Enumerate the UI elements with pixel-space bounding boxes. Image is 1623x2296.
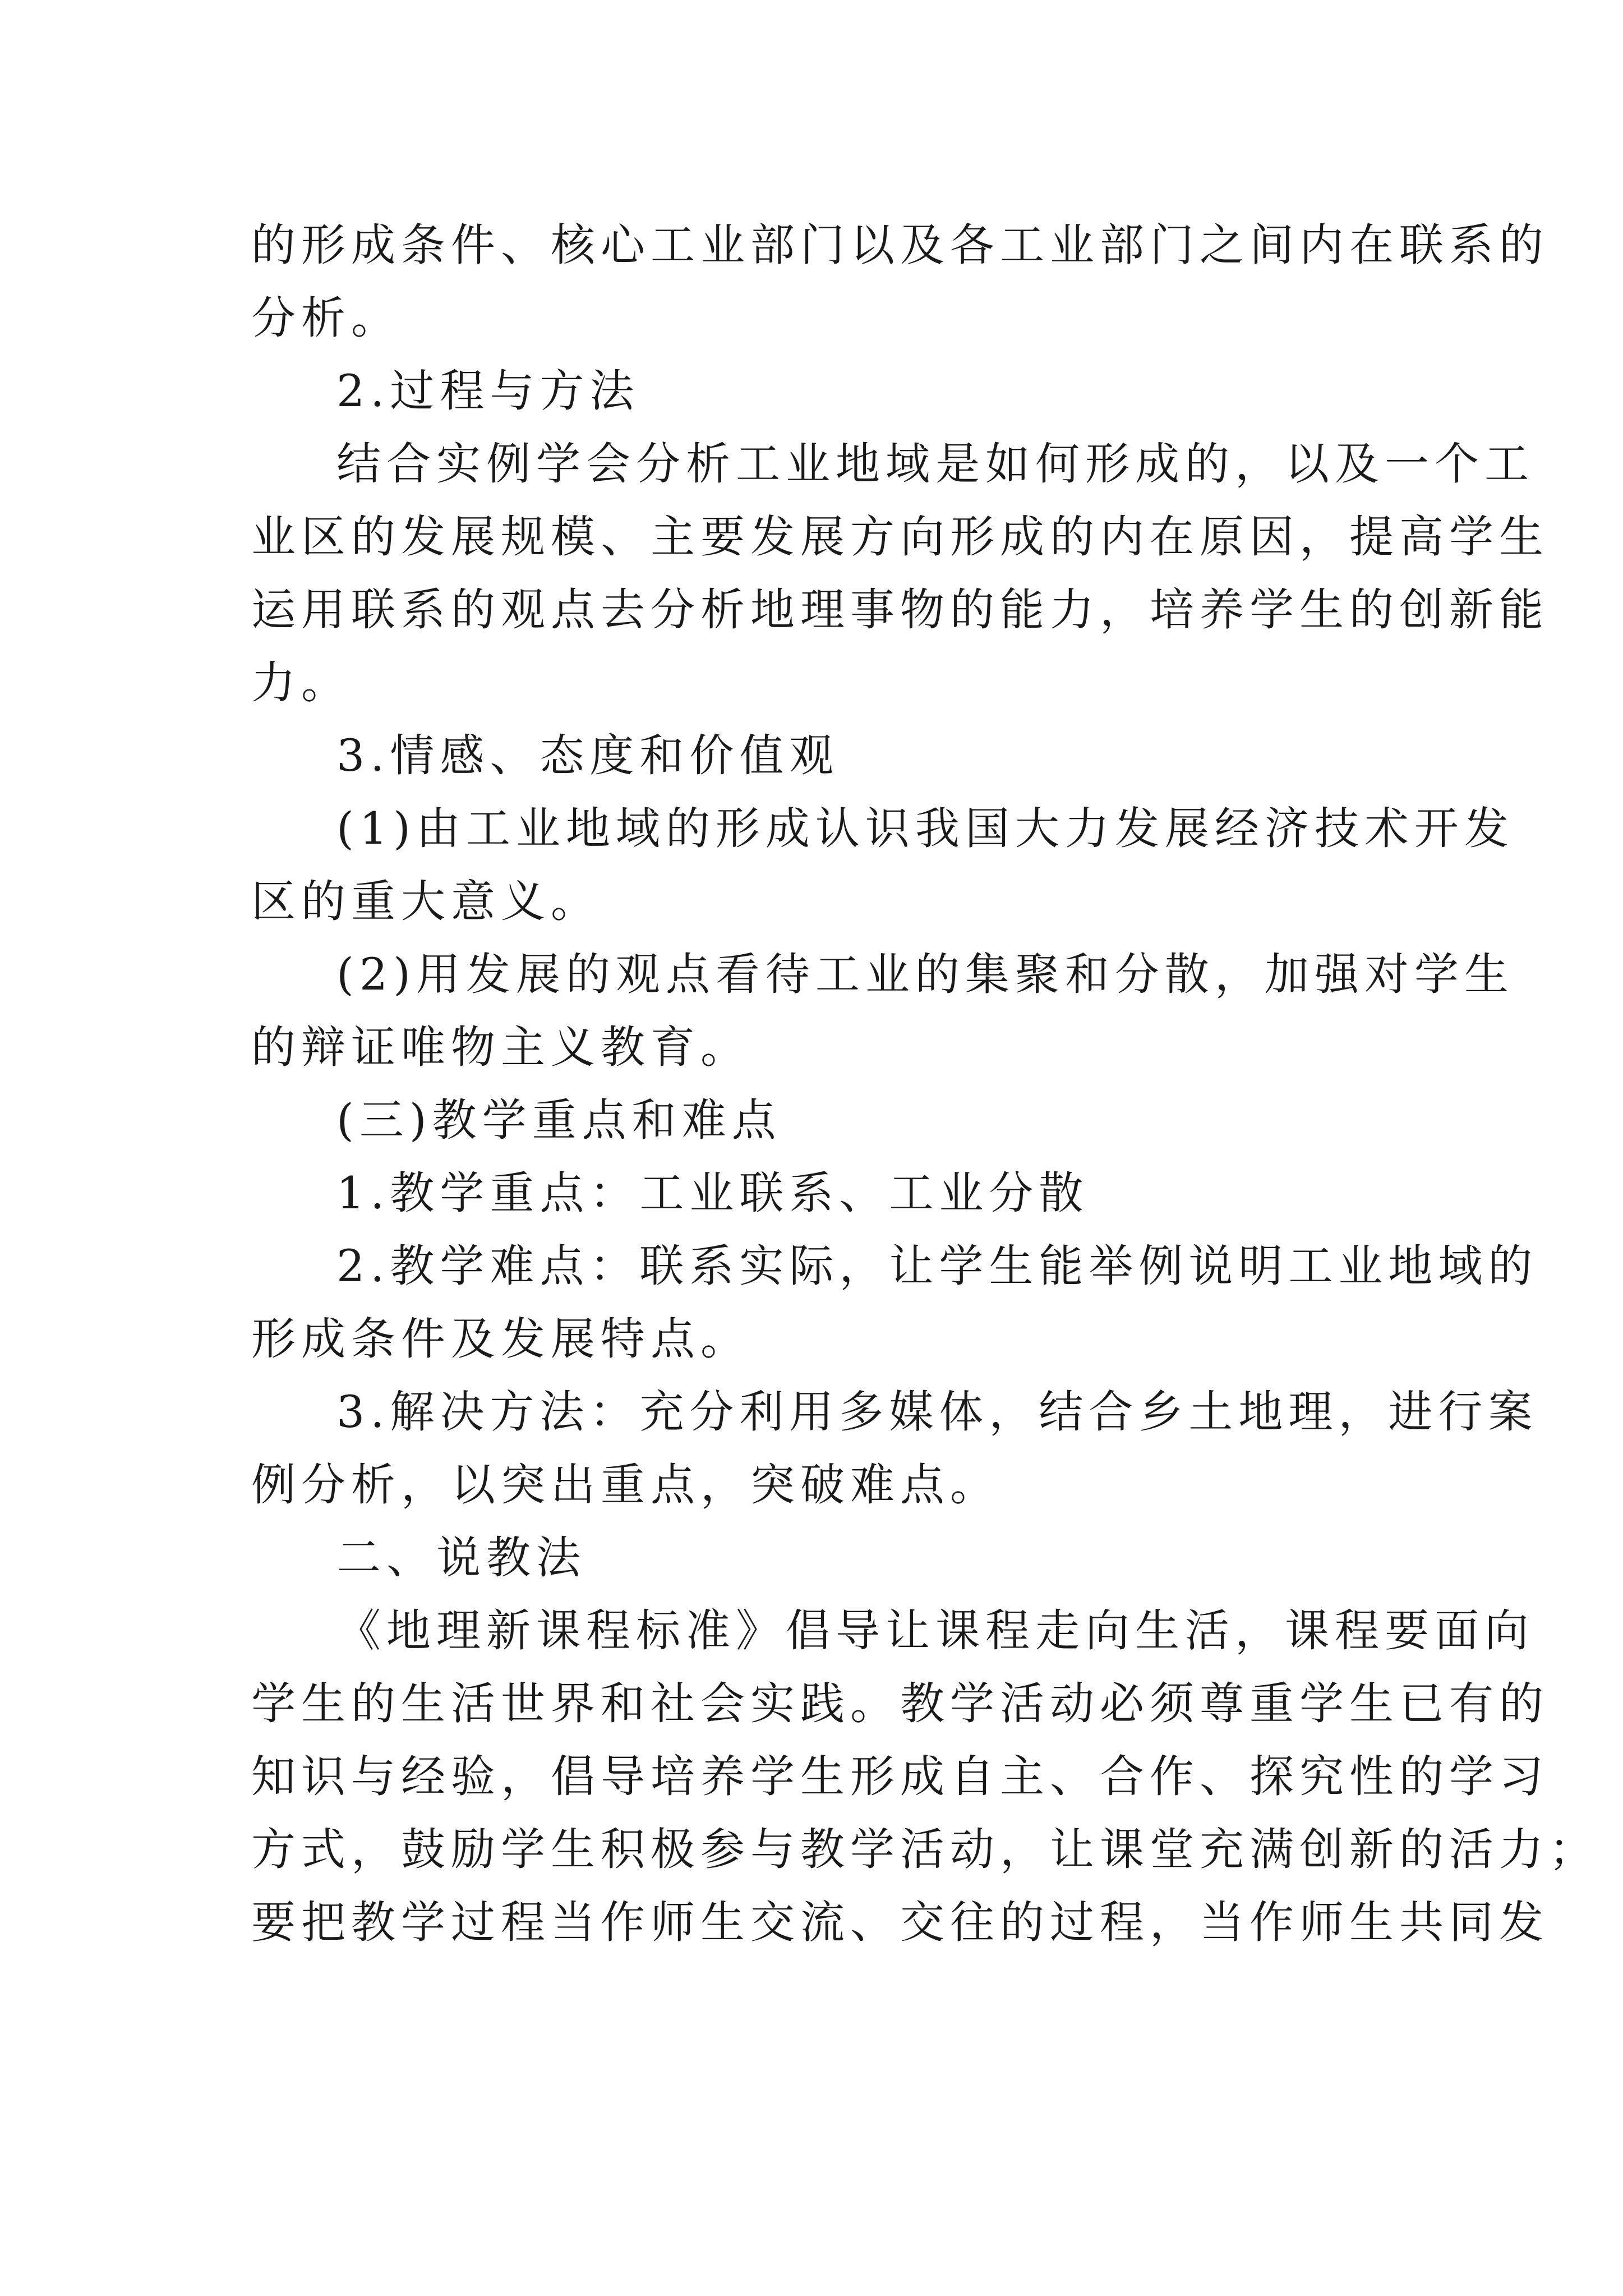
text-line: (2)用发展的观点看待工业的集聚和分散，加强对学生 bbox=[336, 949, 1514, 1000]
text-line: 《地理新课程标准》倡导让课程走向生活，课程要面向 bbox=[336, 1605, 1534, 1657]
section-heading: 2.过程与方法 bbox=[336, 365, 640, 417]
text-line: 知识与经验，倡导培养学生形成自主、合作、探究性的学习 bbox=[251, 1751, 1549, 1802]
section-heading: 二、说教法 bbox=[336, 1532, 586, 1584]
text-line: 的辩证唯物主义教育。 bbox=[251, 1022, 750, 1073]
text-line: 区的重大意义。 bbox=[251, 876, 601, 927]
text-line: 2.教学难点：联系实际，让学生能举例说明工业地域的 bbox=[336, 1240, 1538, 1292]
text-line: 分析。 bbox=[251, 292, 401, 344]
text-line: 学生的生活世界和社会实践。教学活动必须尊重学生已有的 bbox=[251, 1678, 1549, 1729]
text-line: 3.解决方法：充分利用多媒体，结合乡土地理，进行案 bbox=[336, 1386, 1538, 1438]
text-line: 的形成条件、核心工业部门以及各工业部门之间内在联系的 bbox=[251, 219, 1549, 271]
text-line: 形成条件及发展特点。 bbox=[251, 1313, 750, 1365]
text-line: 运用联系的观点去分析地理事物的能力，培养学生的创新能 bbox=[251, 584, 1549, 636]
section-heading: 3.情感、态度和价值观 bbox=[336, 730, 840, 781]
text-line: 力。 bbox=[251, 657, 351, 708]
text-line: 结合实例学会分析工业地域是如何形成的，以及一个工 bbox=[336, 438, 1534, 490]
text-line: 1.教学重点：工业联系、工业分散 bbox=[336, 1167, 1089, 1219]
document-page bbox=[251, 209, 1599, 1959]
text-line: 方式，鼓励学生积极参与教学活动，让课堂充满创新的活力； bbox=[251, 1824, 1599, 1875]
text-line: (1)由工业地域的形成认识我国大力发展经济技术开发 bbox=[336, 803, 1514, 854]
text-line: 业区的发展规模、主要发展方向形成的内在原因，提高学生 bbox=[251, 511, 1549, 563]
text-line: 要把教学过程当作师生交流、交往的过程，当作师生共同发 bbox=[251, 1897, 1549, 1948]
text-line: 例分析，以突出重点，突破难点。 bbox=[251, 1459, 1000, 1511]
section-heading: (三)教学重点和难点 bbox=[336, 1094, 782, 1146]
